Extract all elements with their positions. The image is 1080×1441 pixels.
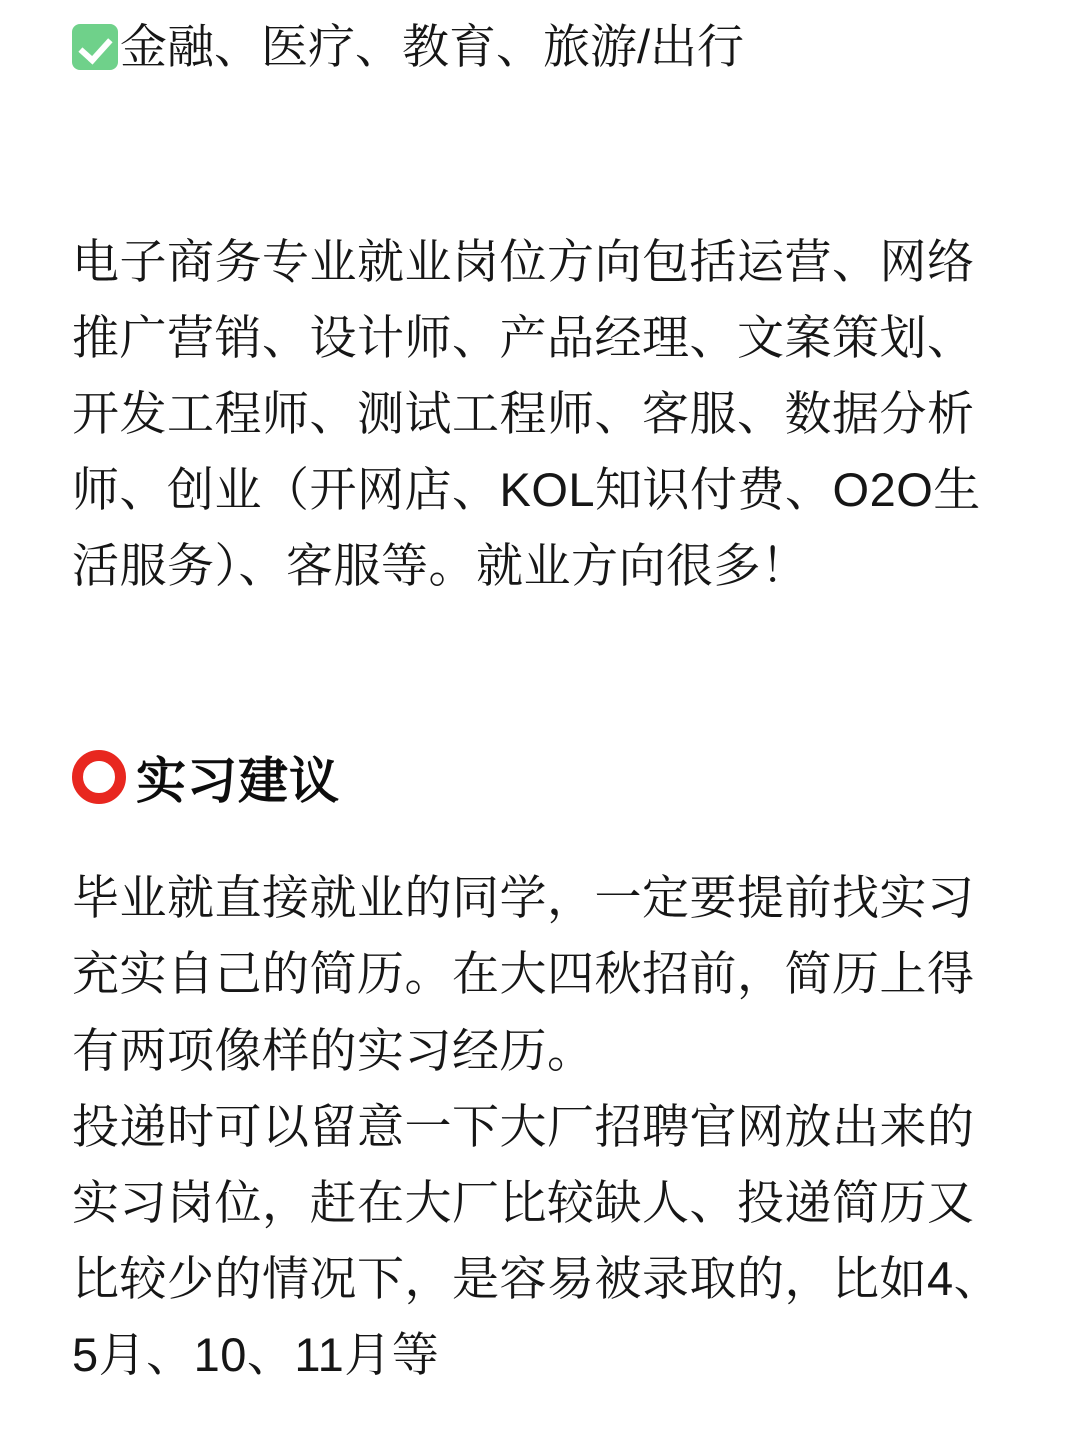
check-mark-button-icon (72, 24, 118, 70)
check-line-text: 金融、医疗、教育、旅游/出行 (120, 20, 745, 73)
paragraph-internship-advice-2: 投递时可以留意一下大厂招聘官网放出来的实习岗位，赶在大厂比较缺人、投递简历又比较少的情况下，是容易被录取的，比如4、5月、10、11月等 (72, 1099, 1002, 1382)
section-title: 实习建议 (136, 753, 340, 810)
check-line (72, 0, 1008, 81)
spacer-one (72, 81, 1008, 177)
paragraph-career-directions: 电子商务专业就业岗位方向包括运营、网络推广营销、设计师、产品经理、文案策划、开发工程师、测试工程师、客服、数据分析师、创业（开网店、KOL知识付费、O2O生活服务）、客服等。就业方向很多！ (72, 234, 981, 593)
section-heading (72, 741, 1008, 813)
red-circle-icon (72, 750, 126, 804)
paragraph-internship-advice-1: 毕业就直接就业的同学，一定要提前找实习充实自己的简历。在大四秋招前，简历上得有两项像样的实习经历。 (72, 871, 975, 1077)
spacer-two (72, 651, 1008, 741)
